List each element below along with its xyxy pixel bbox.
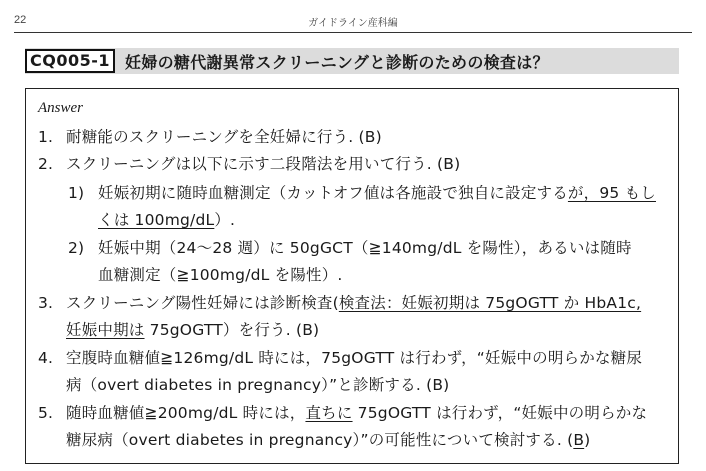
item-4-line-1: 空腹時血糖値≧126mg/dL 時には，75gOGTT は行わず，“妊娠中の明らかな糖尿	[66, 349, 643, 367]
item-3-line-1	[66, 292, 641, 314]
item-5-line-2-ending: )	[584, 431, 591, 449]
cq-label: CQ005-1	[25, 49, 115, 73]
item-5-text-continued: 75gOGTT は行わず，“妊娠中の明らかな	[352, 404, 648, 422]
header-rule	[14, 32, 692, 33]
subitem-1-number: 1)	[68, 184, 85, 202]
item-4-line-2: 病（overt diabetes in pregnancy）”と診断する. (B)	[66, 376, 450, 394]
item-5-line-2-text: 糖尿病（overt diabetes in pregnancy）”の可能性について検討する. (	[66, 431, 574, 449]
subitem-1-text: 妊娠初期に随時血糖測定（カットオフ値は各施設で独自に設定する	[98, 184, 568, 202]
item-3-underlined-text: 検査法：妊娠初期は 75gOGTT か HbA1c,	[338, 294, 642, 312]
item-5-line-2	[66, 429, 590, 451]
subitem-1-ending: ）.	[214, 211, 236, 229]
item-2-number: 2.	[38, 155, 54, 173]
item-5-underlined-text: 直ちに	[305, 404, 353, 422]
item-5-text: 随時血糖値≧200mg/dL 時には，	[66, 404, 306, 422]
answer-label: Answer	[38, 100, 83, 116]
item-3-line-2	[66, 319, 319, 341]
cq-title-bar	[25, 48, 679, 74]
page-number: 22	[14, 14, 27, 26]
answer-box	[25, 88, 679, 464]
item-5-line-1	[66, 402, 647, 424]
subitem-1-line-2	[98, 209, 235, 231]
subitem-2-number: 2)	[68, 239, 85, 257]
subitem-1-underlined-text: が，95 もし	[567, 184, 656, 202]
item-5-grade-underlined: B	[573, 431, 585, 449]
item-4-number: 4.	[38, 349, 54, 367]
item-1-text: 耐糖能のスクリーニングを全妊婦に行う. (B)	[66, 128, 382, 146]
item-3-number: 3.	[38, 294, 54, 312]
subitem-1-line-1	[98, 182, 656, 204]
cq-title: 妊婦の糖代謝異常スクリーニングと診断のための検査は？	[125, 52, 549, 72]
subitem-2-line-2: 血糖測定（≧100mg/dL を陽性）.	[98, 266, 343, 284]
item-3-ending: 75gOGTT）を行う. (B)	[144, 321, 320, 339]
item-1-number: 1.	[38, 128, 54, 146]
item-2-text: スクリーニングは以下に示す二段階法を用いて行う. (B)	[66, 155, 461, 173]
item-3-text: スクリーニング陽性妊婦には診断検査(	[66, 294, 339, 312]
item-3-underlined-continuation: 妊娠中期は	[66, 321, 145, 339]
subitem-1-underlined-continuation: くは 100mg/dL	[98, 211, 215, 229]
subitem-2-line-1: 妊娠中期（24〜28 週）に 50gGCT（≧140mg/dL を陽性），あるいは随時	[98, 239, 632, 257]
item-5-number: 5.	[38, 404, 54, 422]
running-head: ガイドライン産科編	[308, 18, 398, 29]
